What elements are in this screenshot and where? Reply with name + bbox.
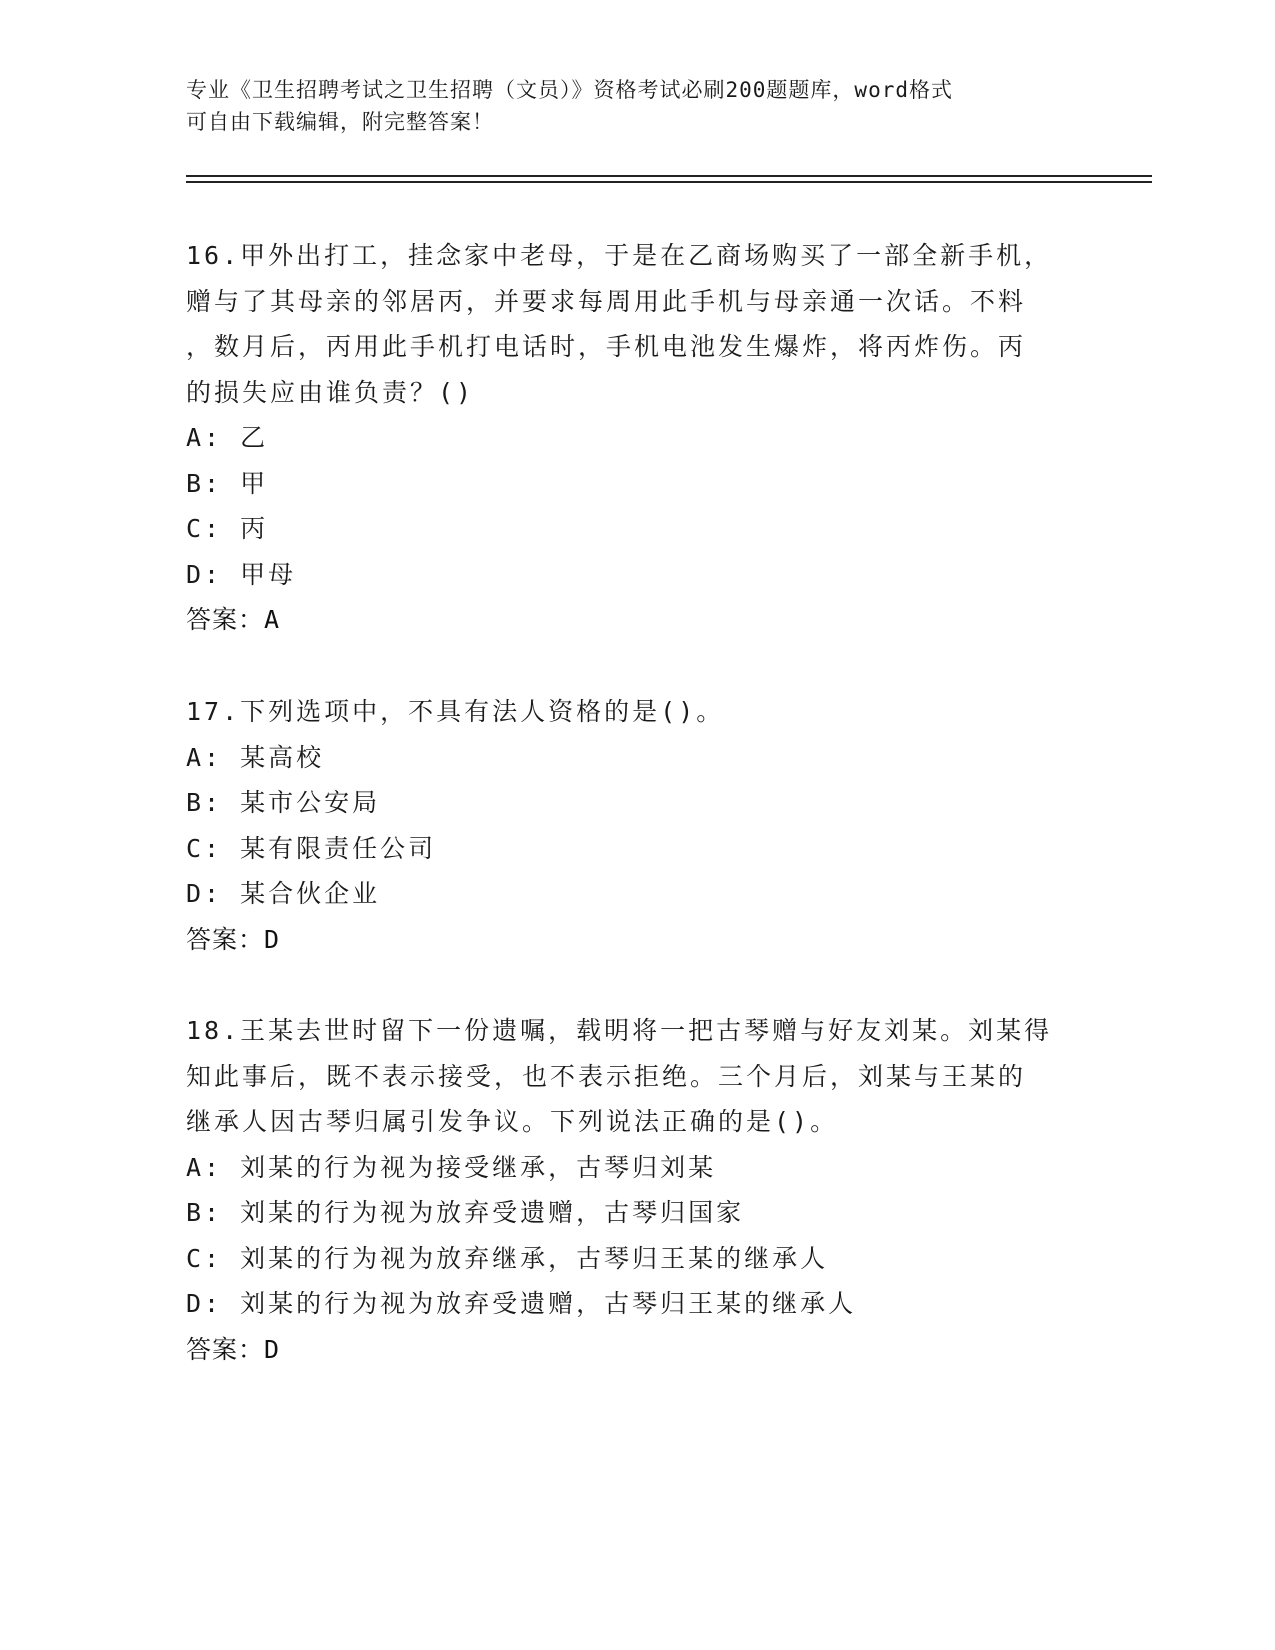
question-text-line: 知此事后，既不表示接受，也不表示拒绝。三个月后，刘某与王某的 xyxy=(186,1061,1027,1091)
question-text-line: 17.下列选项中，不具有法人资格的是()。 xyxy=(186,697,725,726)
option-a: A: 乙 xyxy=(186,423,269,452)
option-b: B: 甲 xyxy=(186,468,269,498)
answer-label: 答案：A xyxy=(186,605,281,634)
option-a: A: 某高校 xyxy=(186,742,325,772)
option-b: B: 刘某的行为视为放弃受遗赠，古琴归国家 xyxy=(186,1198,745,1227)
question-text-line: 继承人因古琴归属引发争议。下列说法正确的是()。 xyxy=(186,1107,839,1136)
option-c: C: 某有限责任公司 xyxy=(186,833,437,863)
option-d: D: 甲母 xyxy=(186,559,297,589)
question-text-line: 16.甲外出打工，挂念家中老母，于是在乙商场购买了一部全新手机， xyxy=(186,241,1053,270)
question-18 xyxy=(186,1008,1086,1372)
answer-label: 答案：D xyxy=(186,924,281,954)
header-title-line-2: 可自由下载编辑，附完整答案！ xyxy=(186,110,494,134)
answer-label: 答案：D xyxy=(186,1334,281,1364)
document-header xyxy=(186,74,1086,138)
option-b: B: 某市公安局 xyxy=(186,788,381,817)
question-text-line: 赠与了其母亲的邻居丙，并要求每周用此手机与母亲通一次话。不料 xyxy=(186,286,1027,316)
question-16 xyxy=(186,233,1086,643)
question-text-line: 的损失应由谁负责？() xyxy=(186,377,475,407)
option-d: D: 刘某的行为视为放弃受遗赠，古琴归王某的继承人 xyxy=(186,1289,857,1318)
option-c: C: 丙 xyxy=(186,514,269,543)
option-d: D: 某合伙企业 xyxy=(186,879,381,908)
question-text-line: 18.王某去世时留下一份遗嘱，载明将一把古琴赠与好友刘某。刘某得 xyxy=(186,1016,1053,1045)
option-c: C: 刘某的行为视为放弃继承，古琴归王某的继承人 xyxy=(186,1243,829,1273)
header-title-line-1: 专业《卫生招聘考试之卫生招聘（文员）》资格考试必刷200题题库，word格式 xyxy=(186,78,953,102)
option-a: A: 刘某的行为视为接受继承，古琴归刘某 xyxy=(186,1152,717,1182)
header-divider-bottom xyxy=(186,181,1152,183)
question-text-line: ，数月后，丙用此手机打电话时，手机电池发生爆炸，将丙炸伤。丙 xyxy=(186,332,1027,361)
header-divider-top xyxy=(186,175,1152,177)
question-17 xyxy=(186,689,1086,962)
